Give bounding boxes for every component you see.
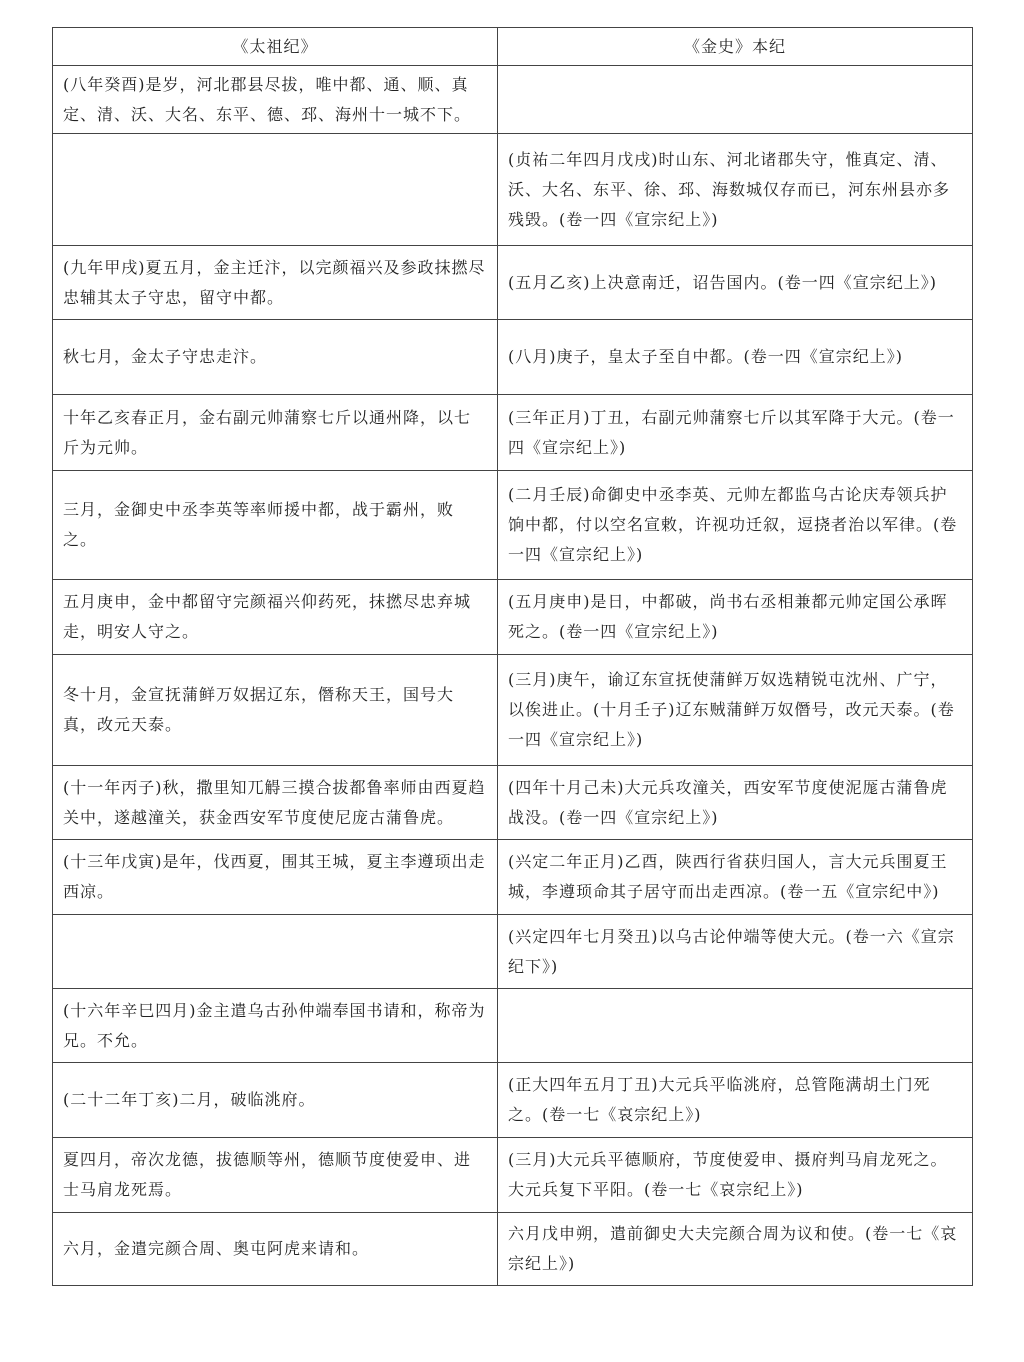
jinshi-cell: (五月乙亥)上决意南迁，诏告国内。(卷一四《宣宗纪上》)	[498, 246, 973, 320]
taizu-ji-cell: 三月，金御史中丞李英等率师援中都，战于霸州，败之。	[53, 471, 498, 580]
taizu-ji-cell: 冬十月，金宣抚蒲鲜万奴据辽东，僭称天王，国号大真，改元天泰。	[53, 655, 498, 766]
taizu-ji-cell: (十六年辛巳四月)金主遣乌古孙仲端奉国书请和，称帝为兄。不允。	[53, 989, 498, 1063]
jinshi-cell	[498, 66, 973, 134]
taizu-ji-cell	[53, 915, 498, 989]
table-row	[53, 134, 973, 246]
table-row	[53, 840, 973, 915]
taizu-ji-cell: (八年癸酉)是岁，河北郡县尽拔，唯中都、通、顺、真定、清、沃、大名、东平、德、邳、海州十一城不下。	[53, 66, 498, 134]
jinshi-cell: 六月戊申朔，遣前御史大夫完颜合周为议和使。(卷一七《哀宗纪上》)	[498, 1213, 973, 1286]
jinshi-cell: (三年正月)丁丑，右副元帅蒲察七斤以其军降于大元。(卷一四《宣宗纪上》)	[498, 395, 973, 471]
table-row	[53, 915, 973, 989]
header-jinshi-benji: 《金史》本纪	[498, 28, 973, 66]
jinshi-cell: (五月庚申)是日，中都破，尚书右丞相兼都元帅定国公承晖死之。(卷一四《宣宗纪上》)	[498, 580, 973, 655]
table-row	[53, 66, 973, 134]
taizu-ji-cell: (十三年戊寅)是年，伐西夏，围其王城，夏主李遵顼出走西凉。	[53, 840, 498, 915]
table-row	[53, 989, 973, 1063]
table-row	[53, 766, 973, 840]
jinshi-cell: (兴定二年正月)乙酉，陕西行省获归国人，言大元兵围夏王城，李遵顼命其子居守而出走西凉。(卷一五《宣宗纪中》)	[498, 840, 973, 915]
taizu-ji-cell: 秋七月，金太子守忠走汴。	[53, 320, 498, 395]
comparison-table	[52, 27, 973, 1286]
header-taizu-ji: 《太祖纪》	[53, 28, 498, 66]
table-row	[53, 580, 973, 655]
table-row	[53, 1213, 973, 1286]
taizu-ji-cell: (十一年丙子)秋，撒里知兀䚟三摸合拔都鲁率师由西夏趋关中，遂越潼关，获金西安军节度使尼庞古蒲鲁虎。	[53, 766, 498, 840]
taizu-ji-cell	[53, 134, 498, 246]
jinshi-cell: (兴定四年七月癸丑)以乌古论仲端等使大元。(卷一六《宣宗纪下》)	[498, 915, 973, 989]
taizu-ji-cell: 夏四月，帝次龙德，拔德顺等州，德顺节度使爱申、进士马肩龙死焉。	[53, 1138, 498, 1213]
table-row	[53, 1063, 973, 1138]
table-header-row	[53, 28, 973, 66]
table-row	[53, 471, 973, 580]
jinshi-cell: (正大四年五月丁丑)大元兵平临洮府，总管陁满胡土门死之。(卷一七《哀宗纪上》)	[498, 1063, 973, 1138]
taizu-ji-cell: (二十二年丁亥)二月，破临洮府。	[53, 1063, 498, 1138]
table-row	[53, 246, 973, 320]
jinshi-cell: (贞祐二年四月戊戌)时山东、河北诸郡失守，惟真定、清、沃、大名、东平、徐、邳、海数城仅存而已，河东州县亦多残毁。(卷一四《宣宗纪上》)	[498, 134, 973, 246]
table-row	[53, 1138, 973, 1213]
jinshi-cell: (三月)庚午，谕辽东宣抚使蒲鲜万奴选精锐屯沈州、广宁，以俟进止。(十月壬子)辽东贼蒲鲜万奴僭号，改元天泰。(卷一四《宣宗纪上》)	[498, 655, 973, 766]
jinshi-cell: (四年十月己未)大元兵攻潼关，西安军节度使泥厖古蒲鲁虎战没。(卷一四《宣宗纪上》)	[498, 766, 973, 840]
taizu-ji-cell: 十年乙亥春正月，金右副元帅蒲察七斤以通州降，以七斤为元帅。	[53, 395, 498, 471]
jinshi-cell: (三月)大元兵平德顺府，节度使爱申、摄府判马肩龙死之。大元兵复下平阳。(卷一七《哀宗纪上》)	[498, 1138, 973, 1213]
taizu-ji-cell: 六月，金遣完颜合周、奥屯阿虎来请和。	[53, 1213, 498, 1286]
table-row	[53, 320, 973, 395]
taizu-ji-cell: (九年甲戌)夏五月，金主迁汴，以完颜福兴及参政抹撚尽忠辅其太子守忠，留守中都。	[53, 246, 498, 320]
table-row	[53, 655, 973, 766]
jinshi-cell: (二月壬辰)命御史中丞李英、元帅左都监乌古论庆寿领兵护饷中都，付以空名宣敕，许视功迁叙，逗挠者治以军律。(卷一四《宣宗纪上》)	[498, 471, 973, 580]
taizu-ji-cell: 五月庚申，金中都留守完颜福兴仰药死，抹撚尽忠弃城走，明安人守之。	[53, 580, 498, 655]
table-row	[53, 395, 973, 471]
jinshi-cell	[498, 989, 973, 1063]
jinshi-cell: (八月)庚子，皇太子至自中都。(卷一四《宣宗纪上》)	[498, 320, 973, 395]
